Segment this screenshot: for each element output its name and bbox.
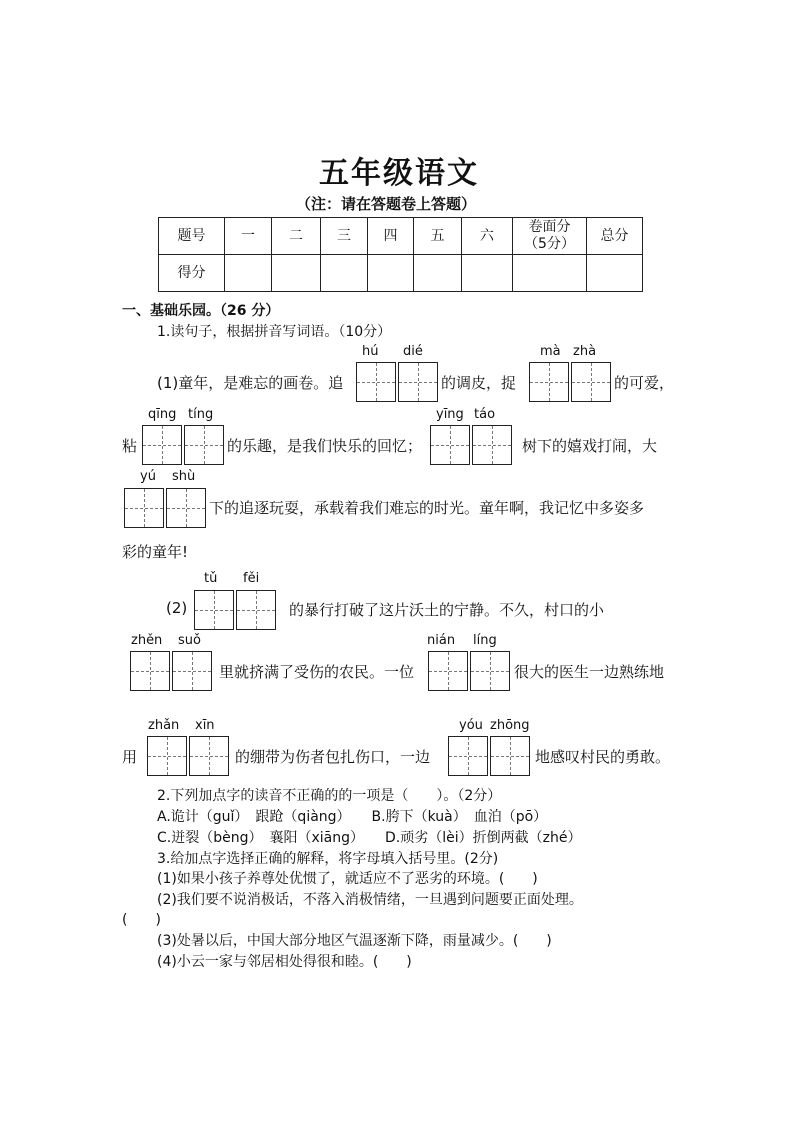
writing-grid-box[interactable] [172, 651, 212, 691]
pinyin-label: líng [473, 633, 497, 648]
page-subtitle: （注：请在答题卷上答题） [296, 195, 477, 213]
score-header-cell: 一 [225, 218, 272, 255]
score-input-cell[interactable] [272, 255, 321, 292]
question-3-item: ( ) [122, 912, 161, 928]
writing-grid-box[interactable] [571, 362, 611, 402]
pinyin-label: zhà [573, 344, 597, 359]
passage-text: 彩的童年! [122, 543, 189, 561]
page-title: 五年级语文 [319, 156, 479, 191]
writing-grid-box[interactable] [194, 590, 234, 630]
passage-text: 下的追逐玩耍，承载着我们难忘的时光。童年啊，我记忆中多姿多 [209, 499, 645, 517]
pinyin-label: tíng [188, 407, 214, 422]
passage-text: 里就挤满了受伤的农民。一位 [219, 663, 415, 681]
passage-text: 的可爱， [614, 374, 675, 392]
pinyin-label: suǒ [178, 633, 201, 648]
question-2-options: C.迸裂（bèng） 襄阳（xiāng） D.顽劣（lèi）折倒两截（zhé） [157, 830, 582, 846]
question-1-prompt: 1.读句子，根据拼音写词语。（10分） [157, 324, 392, 340]
score-header-cell: 五 [414, 218, 462, 255]
writing-grid-box[interactable] [189, 736, 229, 776]
score-table [158, 217, 643, 292]
pinyin-label: tǔ [204, 571, 218, 586]
question-2-prompt: 2.下列加点字的读音不正确的的一项是（ ）。（2分） [157, 788, 502, 804]
question-3-item: (4)小云一家与邻居相处得很和睦。( ) [157, 954, 412, 970]
passage-text: 用 [122, 748, 138, 766]
question-3-item: (1)如果小孩子养尊处优惯了，就适应不了恶劣的环境。( ) [157, 871, 538, 887]
score-header-cell: 三 [321, 218, 368, 255]
pinyin-label: yú [140, 469, 156, 484]
score-input-cell[interactable] [513, 255, 587, 292]
passage-text: 地感叹村民的勇敢。 [535, 748, 671, 766]
writing-grid-box[interactable] [124, 488, 164, 528]
writing-grid-box[interactable] [470, 651, 510, 691]
question-3-item: (3)处暑以后，中国大部分地区气温逐渐下降，雨量减少。( ) [157, 933, 552, 949]
pinyin-label: yīng [436, 407, 464, 422]
score-input-cell[interactable] [587, 255, 643, 292]
question-3-prompt: 3.给加点字选择正确的解释，将字母填入括号里。(2分) [157, 851, 499, 867]
writing-grid-box[interactable] [130, 651, 170, 691]
passage-text: 的调皮，捉 [441, 374, 517, 392]
score-header-cell: 卷面分 （5分） [513, 218, 587, 255]
pinyin-label: zhěn [131, 633, 163, 648]
writing-grid-box[interactable] [490, 736, 530, 776]
score-header-cell: 四 [368, 218, 414, 255]
score-table-header-row [159, 218, 643, 255]
pinyin-label: nián [427, 633, 456, 648]
writing-grid-box[interactable] [184, 425, 224, 465]
pinyin-label: táo [474, 407, 496, 422]
writing-grid-box[interactable] [142, 425, 182, 465]
passage-text: 树下的嬉戏打闹，大 [522, 437, 658, 455]
pinyin-label: mà [540, 344, 561, 359]
pinyin-label: shù [172, 469, 196, 484]
pinyin-label: zhǎn [148, 718, 180, 733]
question-2-options: A.诡计（guǐ） 跟跄（qiàng） B.胯下（kuà） 血泊（pō） [157, 809, 548, 825]
score-input-cell[interactable] [414, 255, 462, 292]
writing-grid-box[interactable] [398, 362, 438, 402]
passage-text: (1)童年，是难忘的画卷。追 [157, 374, 344, 392]
passage-text: (2) [166, 599, 188, 617]
score-header-cell: 总分 [587, 218, 643, 255]
section-heading: 一、基础乐园。（26 分） [122, 303, 280, 319]
score-table-score-row [159, 255, 643, 292]
passage-text: 的绷带为伤者包扎伤口，一边 [235, 748, 431, 766]
score-input-cell[interactable] [462, 255, 513, 292]
pinyin-label: zhōng [490, 718, 530, 733]
passage-text: 的乐趣，是我们快乐的回忆； [227, 437, 423, 455]
pinyin-label: yóu [459, 718, 483, 733]
pinyin-label: hú [362, 344, 379, 359]
passage-text: 粘 [122, 437, 138, 455]
writing-grid-box[interactable] [428, 651, 468, 691]
writing-grid-box[interactable] [356, 362, 396, 402]
pinyin-label: fěi [243, 571, 260, 586]
pinyin-label: qīng [148, 407, 177, 422]
writing-grid-box[interactable] [529, 362, 569, 402]
passage-text: 的暴行打破了这片沃土的宁静。不久，村口的小 [289, 601, 605, 619]
score-input-cell[interactable] [321, 255, 368, 292]
score-row-label: 得分 [159, 255, 225, 292]
score-header-cell: 题号 [159, 218, 225, 255]
writing-grid-box[interactable] [430, 425, 470, 465]
score-input-cell[interactable] [368, 255, 414, 292]
writing-grid-box[interactable] [448, 736, 488, 776]
writing-grid-box[interactable] [147, 736, 187, 776]
question-3-item: (2)我们要不说消极话，不落入消极情绪，一旦遇到问题要正面处理。 [157, 892, 583, 908]
pinyin-label: xīn [195, 718, 215, 733]
score-input-cell[interactable] [225, 255, 272, 292]
pinyin-label: dié [403, 344, 423, 359]
writing-grid-box[interactable] [236, 590, 276, 630]
score-header-cell: 二 [272, 218, 321, 255]
passage-text: 很大的医生一边熟练地 [514, 663, 665, 681]
score-header-cell: 六 [462, 218, 513, 255]
writing-grid-box[interactable] [472, 425, 512, 465]
writing-grid-box[interactable] [166, 488, 206, 528]
